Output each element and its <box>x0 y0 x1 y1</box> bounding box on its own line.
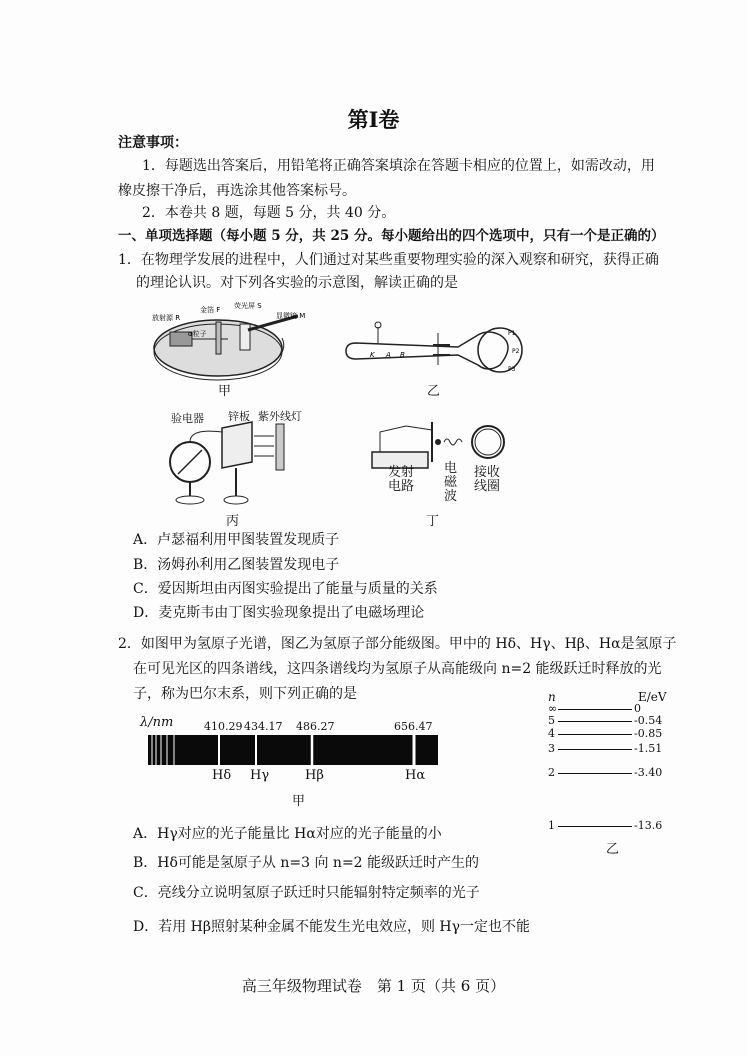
level-line-5 <box>558 721 632 722</box>
q1-option-d: D．麦克斯韦由丁图实验现象提出了电磁场理论 <box>133 605 425 621</box>
q2-option-a: A．Hγ对应的光子能量比 Hα对应的光子能量的小 <box>133 826 442 842</box>
label-electroscope: 验电器 <box>171 412 204 425</box>
page-footer: 高三年级物理试卷 第 1 页（共 6 页） <box>241 977 506 995</box>
wavelength-label-hbeta: 486.27 <box>296 720 335 733</box>
level-e-1: -13.6 <box>634 819 663 832</box>
notice-item-1-line-2: 橡皮擦干净后，再选涂其他答案标号。 <box>118 183 356 199</box>
level-n-5: 5 <box>548 714 555 727</box>
level-e-2: -3.40 <box>634 766 663 779</box>
q1-option-a: A．卢瑟福利用甲图装置发现质子 <box>133 532 340 548</box>
level-e-inf: 0 <box>634 702 641 715</box>
section-heading: 一、单项选择题（每小题 5 分，共 25 分。每小题给出的四个选项中，只有一个是正确的） <box>118 228 665 244</box>
label-uv-lamp: 紫外线灯 <box>258 410 302 423</box>
label-a: A <box>386 351 391 359</box>
level-e-5: -0.54 <box>634 714 663 727</box>
q1-option-c: C．爱因斯坦由丙图实验提出了能量与质量的关系 <box>133 581 438 597</box>
q2-stem-line-1: 2．如图甲为氢原子光谱，图乙为氢原子部分能级图。甲中的 Hδ、Hγ、Hβ、Hα是氢原子 <box>118 636 677 652</box>
figure-jia-rutherford-apparatus <box>148 300 318 385</box>
label-p3: P3 <box>508 366 516 373</box>
q1-stem-line-2: 的理论认识。对下列各实验的示意图，解读正确的是 <box>136 275 458 291</box>
figure-jia-caption: 甲 <box>218 384 232 399</box>
page-title: 第Ⅰ卷 <box>347 107 400 132</box>
q2-option-d: D．若用 Hβ照射某种金属不能发生光电效应，则 Hγ一定也不能 <box>133 919 531 935</box>
label-microscope: 显微镜 M <box>276 312 306 320</box>
wavelength-label-halpha: 656.47 <box>394 720 433 733</box>
spectrum-caption: 甲 <box>292 794 306 809</box>
label-transmit-circuit: 发射电路 <box>388 465 415 494</box>
q2-stem-line-3: 子，称为巴尔末系，则下列正确的是 <box>133 686 357 702</box>
level-line-1 <box>558 826 632 827</box>
hydrogen-spectrum-bar <box>148 735 438 765</box>
q2-stem-line-2: 在可见光区的四条谱线，这四条谱线均为氢原子从高能级向 n=2 能级跃迁时释放的光 <box>133 661 662 677</box>
notice-heading: 注意事项： <box>118 135 188 151</box>
q2-option-b: B．Hδ可能是氢原子从 n=3 向 n=2 能级跃迁时产生的 <box>133 855 480 871</box>
level-n-inf: ∞ <box>548 702 558 715</box>
label-zinc-plate: 锌板 <box>228 410 250 423</box>
label-k: K <box>370 351 375 359</box>
figure-yi-cathode-ray-tube <box>338 305 528 380</box>
label-source: 放射源 R <box>152 314 181 322</box>
wavelength-label-hdelta: 410.29 <box>204 720 243 733</box>
level-e-3: -1.51 <box>634 742 663 755</box>
level-line-4 <box>558 734 632 735</box>
label-screen: 荧光屏 S <box>234 302 262 310</box>
label-alpha: α粒子 <box>188 330 207 338</box>
level-line-inf <box>558 709 632 710</box>
level-e-4: -0.85 <box>634 727 663 740</box>
label-b: B <box>400 351 405 359</box>
notice-item-1-line-1: 1．每题选出答案后，用铅笔将正确答案填涂在答题卡相应的位置上，如需改动，用 <box>142 158 655 174</box>
level-n-1: 1 <box>548 819 555 832</box>
q1-option-b: B．汤姆孙利用乙图装置发现电子 <box>133 557 340 573</box>
label-p2: P2 <box>512 348 520 355</box>
levels-e-header: E/eV <box>638 690 667 704</box>
line-label-halpha: Hα <box>405 768 426 783</box>
level-n-3: 3 <box>548 742 555 755</box>
line-label-hdelta: Hδ <box>212 768 232 783</box>
level-n-4: 4 <box>548 727 555 740</box>
level-line-3 <box>558 749 632 750</box>
spectrum-unit-label: λ/nm <box>140 715 174 730</box>
label-foil: 金箔 F <box>200 306 221 314</box>
figure-yi-caption: 乙 <box>427 384 441 399</box>
level-line-2 <box>558 773 632 774</box>
wavelength-label-hgamma: 434.17 <box>244 720 283 733</box>
label-receive-coil: 接收线圈 <box>474 465 501 494</box>
notice-item-2: 2．本卷共 8 题，每题 5 分，共 40 分。 <box>142 205 396 221</box>
figure-ding-caption: 丁 <box>426 514 440 529</box>
line-label-hbeta: Hβ <box>305 768 324 783</box>
level-n-2: 2 <box>548 766 555 779</box>
figure-bing-caption: 丙 <box>226 514 240 529</box>
q2-option-c: C．亮线分立说明氢原子跃迁时只能辐射特定频率的光子 <box>133 885 480 901</box>
q1-stem-line-1: 1．在物理学发展的进程中，人们通过对某些重要物理实验的深入观察和研究，获得正确 <box>118 252 659 268</box>
label-em-wave: 电磁波 <box>444 461 458 504</box>
levels-caption: 乙 <box>606 842 620 857</box>
label-p1: P1 <box>508 330 516 337</box>
line-label-hgamma: Hγ <box>250 768 270 783</box>
levels-n-header: n <box>548 690 556 704</box>
